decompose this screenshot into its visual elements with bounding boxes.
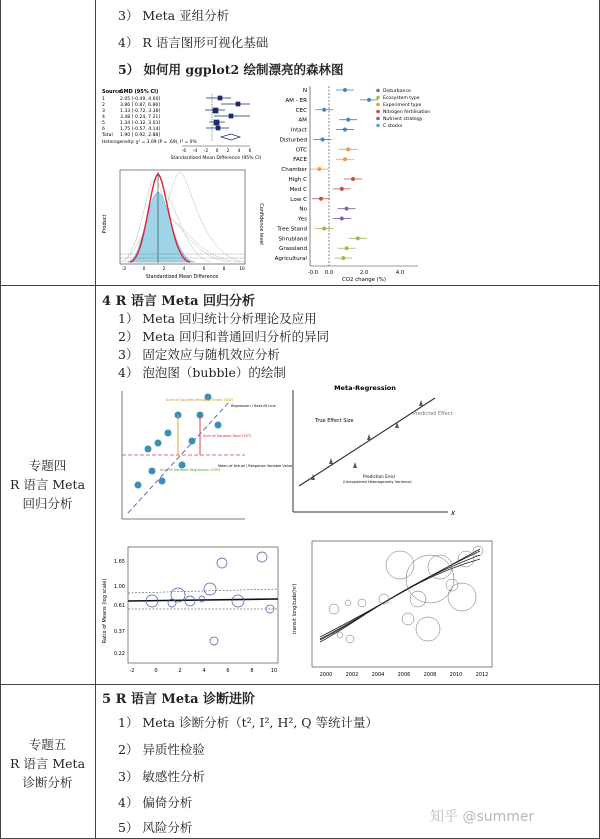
forest2-point [340,217,344,221]
bubble1-ytick: 1.65 [113,559,125,565]
forest2-category-label: N [302,88,307,94]
bubble1-ylabel: Ratio of Means (log scale) [102,578,108,644]
bubble2-xtick: 2008 [423,672,437,678]
forest-tick: 6 [248,149,252,154]
bubble1-ytick: 0.37 [113,629,125,635]
row2-label-line2: R 语言 Meta [9,477,86,492]
forest-plot-categories [268,84,598,282]
forest2-category-label: Shrubland [278,236,307,243]
forest2-category-label: Disturbed [279,137,307,144]
forest2-category-label: FACE [293,157,307,164]
forest-tick: -6 [181,149,187,154]
forest-row-id: 2 [102,103,105,108]
reg1-sse-label: Sum of Squares Residual Errors (SSE) [166,398,234,402]
reg1-line-label: Regression / Best-fit Line [231,404,276,408]
forest2-category-label: Med C [289,186,307,193]
reg2-prediction-error: Prediction Error [363,474,396,479]
forest2-category-label: Agricultural [274,256,307,263]
density-tick: 2 [162,267,166,272]
forest-row-id: 5 [102,121,105,126]
forest2-xlabel: CO2 change (%) [341,277,387,283]
row1-item-3: 3） Meta 亚组分析 [118,8,230,23]
forest2-point [340,187,344,191]
forest2-tick: 2.0 [359,270,369,276]
row3-item-2: 2） 异质性检验 [118,742,205,757]
row-divider-2 [0,684,600,685]
forest-tick: -4 [192,149,198,154]
row3-heading: 5 R 语言 Meta 诊断进阶 [102,692,256,707]
forest2-legend-swatch [376,103,380,107]
bubble1-xtick: 6 [226,668,230,674]
bubble2-xtick: 2012 [475,672,489,678]
forest2-point [317,167,321,171]
forest-header-source: Source [102,89,122,95]
reg2-title: Meta-Regression [334,384,396,392]
row2-heading: 4 R 语言 Meta 回归分析 [102,294,256,309]
forest2-category-label: No [299,206,307,213]
forest2-point [322,226,326,230]
forest2-category-label: Grassland [279,246,307,253]
forest2-category-label: Intact [290,127,307,134]
row3-item-4: 4） 偏倚分析 [118,795,193,810]
bubble1-xtick: 2 [178,668,182,674]
forest2-category-label: Yes [297,216,307,223]
row3-item-1: 1） Meta 诊断分析（t², I², H², Q 等统计量） [118,715,379,730]
reg2-predicted: Predicted Effect [413,411,453,417]
bubble1-xtick: 8 [250,668,254,674]
bubble-plot-1 [100,543,286,681]
row1-item-4: 4） R 语言图形可视化基础 [118,35,269,50]
row3-label [0,735,95,792]
forest2-legend-swatch [376,117,380,121]
forest2-category-label: AM - ER [285,97,307,104]
forest2-tick: 0.0 [324,270,334,276]
regression-diagram [100,385,293,525]
forest2-point [346,147,350,151]
row2-item-1: 1） Meta 回归统计分析理论及应用 [118,311,317,326]
row1-item-5: 5） 如何用 ggplot2 绘制漂亮的森林图 [118,62,344,77]
reg2-true-effect: True Effect Size [315,418,354,424]
forest2-legend-swatch [376,124,380,128]
reg2-prediction-error-sub: (Unexplained Heterogeneity Variance) [343,480,412,484]
forest-tick: 0 [215,149,219,154]
forest2-category-label: Chamber [281,167,307,174]
forest-point [213,108,218,113]
forest2-category-label: AM [298,117,307,124]
bubble1-ytick: 1.00 [113,584,125,590]
bubble2-xtick: 2004 [371,672,385,678]
forest-row-id: 3 [102,109,105,114]
bubble1-xtick: 4 [202,668,206,674]
bubble2-ylabel: transit longitude(hr) [292,583,298,635]
forest-plot-small [100,86,265,168]
forest2-legend-swatch [376,96,380,100]
forest2-point [356,236,360,240]
forest-total-diamond [221,134,240,140]
forest2-point [367,98,371,102]
forest2-category-label: Low C [290,196,307,203]
density-tick: 6 [202,267,206,272]
bubble2-xtick: 2010 [449,672,463,678]
forest2-point [322,108,326,112]
bubble1-ytick: 0.22 [113,651,125,657]
forest-row-id: Total [102,133,113,138]
forest-row-id: 4 [102,115,105,120]
forest-header-smd: SMD (95% CI) [120,89,159,95]
forest-row-ci: 3.48 [ 0.24, 7.21] [120,115,161,120]
density-plot [100,164,265,282]
density-tick: 10 [239,267,245,272]
forest2-legend-label: Nitrogen fertilisation [383,110,431,115]
bubble2-xtick: 2006 [397,672,411,678]
forest-row-ci: 1.90 [ 0.92, 2.88] [120,133,161,138]
reg1-sst-label: Sum of Squares Total (SST) [203,434,252,438]
forest-row-id: 1 [102,97,105,102]
row2-item-3: 3） 固定效应与随机效应分析 [118,347,280,362]
row3-label-line3: 诊断分析 [22,775,73,790]
bubble2-xtick: 2000 [319,672,333,678]
bubble2-xtick: 2002 [345,672,359,678]
density-ylabel-left: Product [102,214,108,234]
row3-item-5: 5） 风险分析 [118,820,193,835]
forest-row-id: 6 [102,127,105,132]
row2-item-2: 2） Meta 回归和普通回归分析的异同 [118,329,330,344]
density-tick: 8 [222,267,226,272]
bubble1-ytick: 0.61 [113,603,125,609]
forest2-legend-label: Ecosystem type [383,96,420,101]
forest-row-ci: 3.86 [ 0.87, 6.86] [120,103,161,108]
row2-label-line1: 专题四 [28,458,67,473]
forest2-tick: -0.0 [307,270,319,276]
forest2-point [345,207,349,211]
forest2-point [346,118,350,122]
forest2-legend-label: Disturbance [383,89,411,94]
forest-row-ci: 1.33 [-0.72, 3.38] [120,109,161,114]
row3-label-line1: 专题五 [28,737,67,752]
row2-item-4: 4） 泡泡图（bubble）的绘制 [118,365,286,380]
forest-point [229,114,233,118]
forest2-legend-swatch [376,89,380,93]
column-divider [95,0,96,839]
reg1-ssr-label: Sum of Squares Regression (SSR) [160,468,221,472]
density-tick: -2 [121,267,127,272]
row2-label-line3: 回归分析 [22,496,73,511]
forest2-legend-label: Experiment type [383,103,422,108]
forest2-point [321,137,325,141]
reg1-mean-label: Mean of Actual / Response Variable Value [218,464,293,468]
bubble-plot-2 [290,539,498,682]
forest2-legend-label: Nutrient strategy [383,117,423,122]
meta-regression-diagram [283,382,473,522]
forest-point [214,120,219,125]
forest-point [218,96,222,100]
forest-row-ci: 1.75 [-0.57, 4.14] [120,127,161,132]
forest-tick: 2 [226,149,230,154]
forest2-point [343,128,347,132]
reg2-x-label: x [451,509,456,517]
bubble1-xtick: 0 [154,668,158,674]
forest-xlabel: Standardized Mean Difference (95% CI) [170,156,262,161]
density-tick: 4 [182,267,186,272]
watermark: 知乎 @summer [430,809,535,825]
forest2-legend-swatch [376,110,380,114]
forest-row-ci: 1.34 [-0.32, 3.01] [120,121,161,126]
forest2-category-label: CEC [295,107,307,114]
row3-label-line2: R 语言 Meta [9,756,86,771]
density-xlabel: Standardized Mean Difference [145,275,219,280]
forest2-tick: 4.0 [395,270,405,276]
forest2-category-label: OTC [295,147,307,154]
forest2-point [341,256,345,260]
forest-tick: 4 [237,149,241,154]
density-tick: 0 [142,267,146,272]
table-border-left [0,0,1,839]
forest2-point [343,157,347,161]
row-divider-1 [0,285,600,286]
forest2-point [343,88,347,92]
bubble1-fit-line [128,599,278,601]
forest2-legend-label: C stocks [383,124,403,129]
forest2-point [319,197,323,201]
forest-row-ci: 2.05 [-0.49, 4.60] [120,97,161,102]
forest2-category-label: High C [288,177,307,183]
forest-point [236,102,240,106]
density-ylabel-right: Confidence level [258,203,264,245]
row2-label [0,456,95,513]
forest-heterogeneity: Heterogeneity: χ² = 3.09 (P = .69), I² = 0% [102,140,197,145]
forest-tick: -2 [203,149,209,154]
forest2-point [345,246,349,250]
row3-item-3: 3） 敏感性分析 [118,769,205,784]
bubble1-xtick: 10 [270,668,278,674]
forest2-point [351,177,355,181]
forest-point [216,126,220,130]
bubble1-xtick: -2 [129,668,135,674]
forest2-category-label: Tree Stand [277,226,307,233]
